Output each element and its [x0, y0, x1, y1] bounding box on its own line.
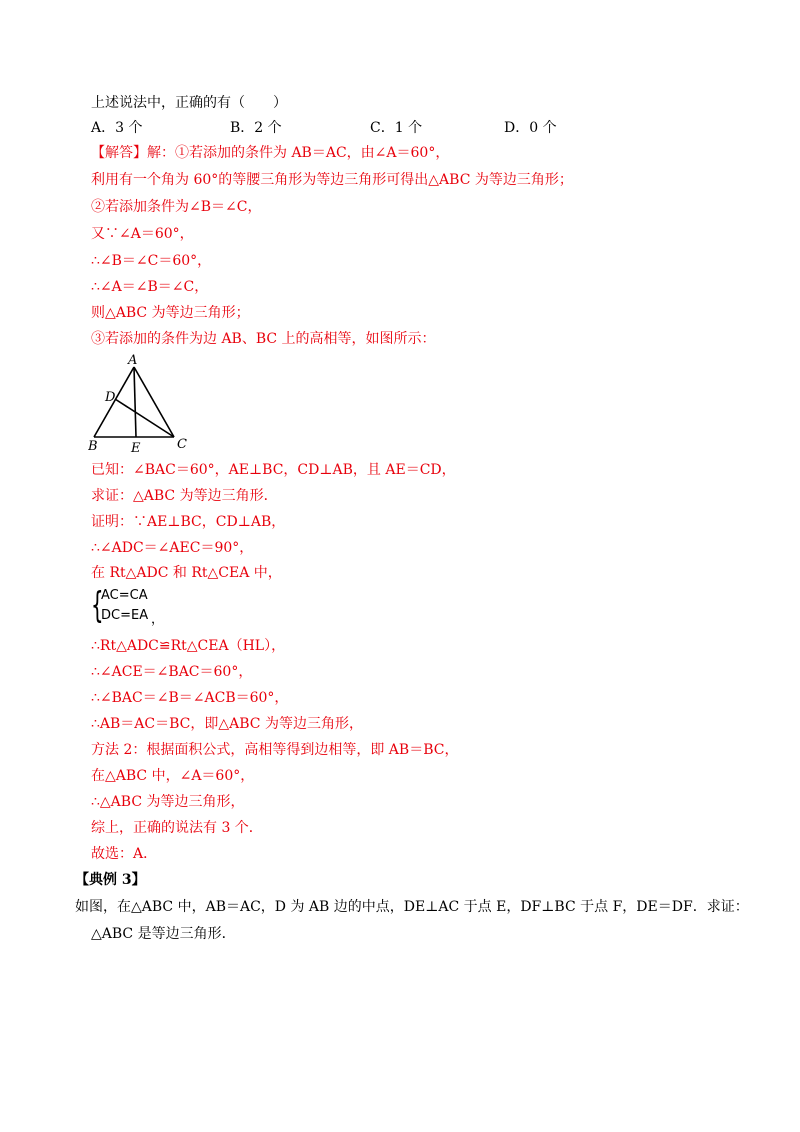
system-equation-1: AC=CA: [101, 588, 148, 603]
option-d[interactable]: D．0 个: [504, 120, 557, 136]
segment-ac: [134, 367, 174, 437]
solution-line: ③若添加的条件为边 AB、BC 上的高相等，如图所示：: [91, 331, 436, 347]
system-trailing-comma: ，: [151, 612, 165, 627]
solution-line: 利用有一个角为 60°的等腰三角形为等边三角形可得出△ABC 为等边三角形；: [91, 172, 573, 188]
left-brace-glyph: {: [91, 585, 104, 626]
option-c[interactable]: C．1 个: [370, 120, 423, 136]
example-heading: 【典例 3】: [75, 872, 146, 888]
proof-line: 方法 2：根据面积公式，高相等得到边相等，即 AB＝BC，: [91, 742, 459, 758]
solution-line: 【解答】解：①若添加的条件为 AB＝AC，由∠A＝60°，: [91, 145, 450, 161]
proof-line: 求证：△ABC 为等边三角形．: [91, 488, 278, 504]
option-b[interactable]: B．2 个: [230, 120, 282, 136]
example-text: △ABC 是等边三角形．: [91, 926, 236, 942]
proof-line: ∴∠ADC＝∠AEC＝90°，: [91, 540, 254, 556]
proof-line: ∴Rt△ADC≌Rt△CEA（HL），: [91, 638, 286, 654]
triangle-figure: [88, 352, 198, 456]
proof-line: ∴AB＝AC＝BC，即△ABC 为等边三角形，: [91, 716, 363, 732]
question-stem: 上述说法中，正确的有（ ）: [91, 95, 287, 111]
option-a[interactable]: A．3 个: [91, 120, 143, 136]
example-text: 如图，在△ABC 中，AB＝AC，D 为 AB 边的中点，DE⊥AC 于点 E，DF⊥BC 于点 F，DE＝DF．求证：: [75, 899, 749, 915]
solution-line: ∴∠B＝∠C＝60°，: [91, 253, 212, 269]
segment-cd: [115, 399, 174, 437]
point-label-d: D: [105, 390, 116, 405]
point-label-b: B: [88, 439, 98, 454]
solution-line: 则△ABC 为等边三角形；: [91, 305, 250, 321]
proof-line: 综上，正确的说法有 3 个．: [91, 820, 263, 836]
segment-ae: [134, 367, 136, 437]
proof-line: 在 Rt△ADC 和 Rt△CEA 中，: [91, 565, 282, 581]
brace-system: [91, 586, 211, 628]
proof-line: 故选：A．: [91, 846, 158, 862]
point-label-a: A: [128, 353, 138, 368]
point-label-e: E: [131, 441, 141, 456]
proof-line: 证明：∵AE⊥BC，CD⊥AB，: [91, 514, 286, 530]
proof-line: ∴△ABC 为等边三角形，: [91, 794, 245, 810]
proof-line: 已知：∠BAC＝60°，AE⊥BC，CD⊥AB，且 AE＝CD，: [91, 462, 456, 478]
solution-line: ∴∠A＝∠B＝∠C，: [91, 279, 209, 295]
proof-line: ∴∠BAC＝∠B＝∠ACB＝60°，: [91, 690, 289, 706]
proof-line: ∴∠ACE＝∠BAC＝60°，: [91, 664, 253, 680]
system-equation-2: DC=EA: [101, 608, 149, 623]
solution-line: 又∵∠A＝60°，: [91, 226, 194, 242]
point-label-c: C: [177, 437, 187, 452]
proof-line: 在△ABC 中，∠A＝60°，: [91, 768, 255, 784]
solution-line: ②若添加条件为∠B＝∠C，: [91, 199, 262, 215]
